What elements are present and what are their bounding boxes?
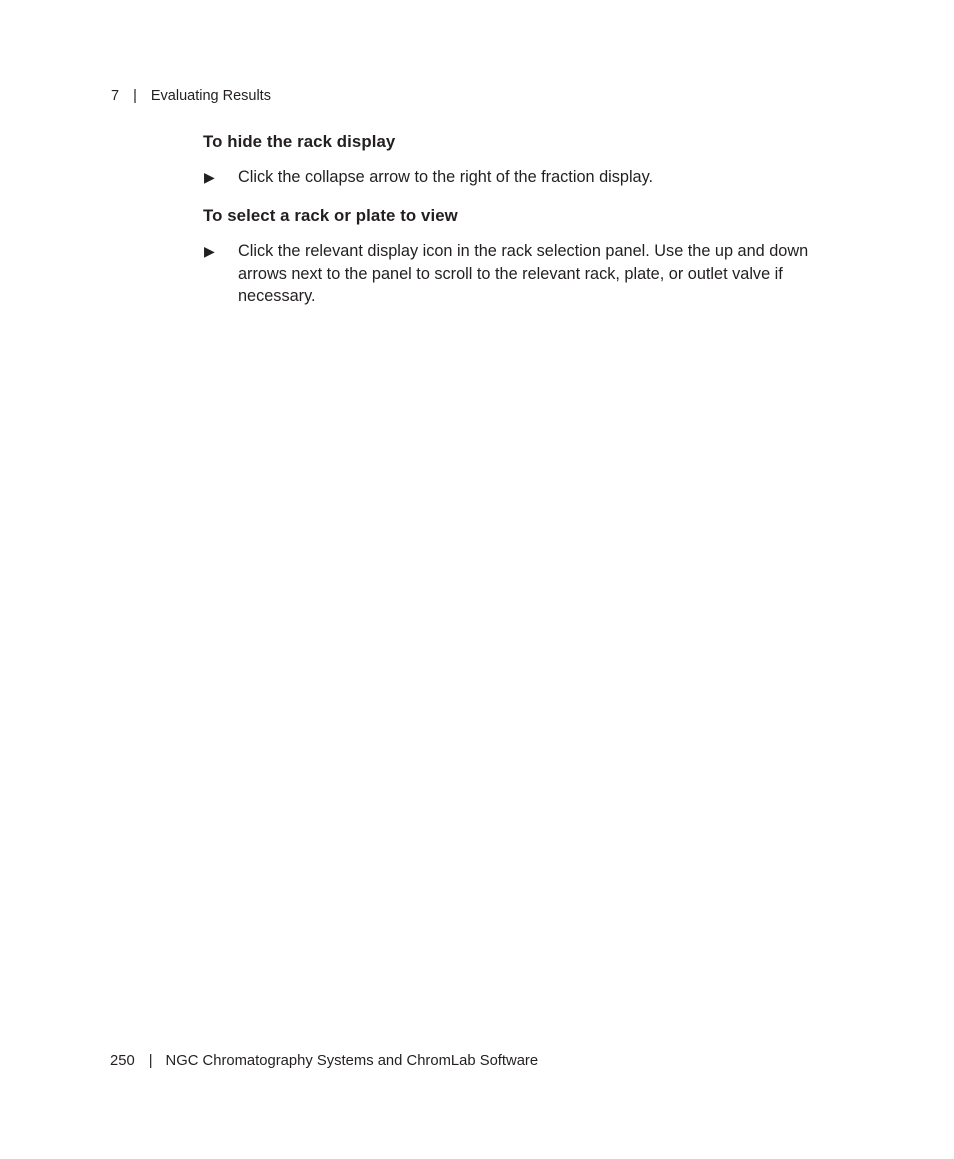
procedure-select-rack-or-plate: [203, 205, 843, 308]
running-footer: [110, 1052, 538, 1070]
footer-separator: |: [148, 1053, 153, 1069]
step-text: Click the collapse arrow to the right of the fraction display.: [238, 168, 654, 186]
triangle-bullet-icon: ▶: [204, 243, 215, 259]
book-title: NGC Chromatography Systems and ChromLab Software: [165, 1053, 539, 1069]
procedure-step: [203, 166, 843, 189]
running-header: [111, 87, 271, 105]
triangle-bullet-icon: ▶: [204, 169, 215, 185]
procedure-step: [203, 240, 843, 308]
procedure-hide-rack-display: [203, 131, 843, 189]
page-number: 250: [110, 1053, 135, 1069]
header-separator: |: [133, 88, 137, 104]
procedure-heading: To select a rack or plate to view: [203, 206, 458, 225]
procedure-heading: To hide the rack display: [203, 132, 396, 151]
chapter-title: Evaluating Results: [150, 88, 271, 104]
step-text: Click the relevant display icon in the rack selection panel. Use the up and down arrows next to the panel to scroll to the relevant rack, plate, or outlet valve if necessary.: [238, 242, 809, 305]
chapter-number: 7: [111, 88, 120, 104]
